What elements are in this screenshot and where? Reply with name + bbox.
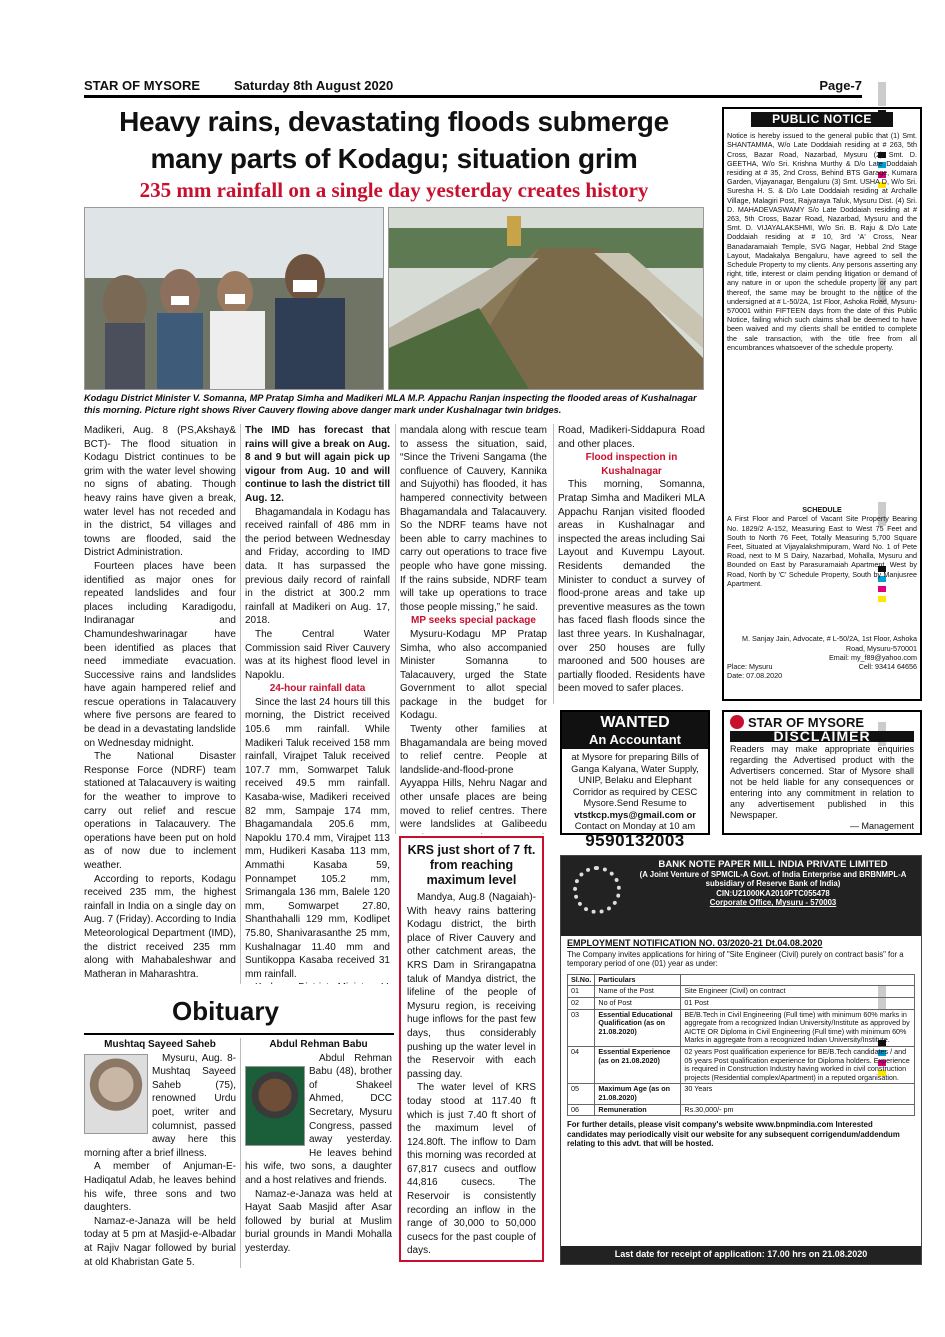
- table-row: [568, 997, 915, 1009]
- table-cell: Site Engineer (Civil) on contract: [681, 986, 915, 998]
- bank-notification: EMPLOYMENT NOTIFICATION NO. 03/2020-21 Dt.04.08.2020: [567, 938, 823, 948]
- public-notice-ad: [722, 107, 922, 701]
- table-cell: BE/B.Tech in Civil Engineering (Full time) with minimum 60% marks in aggregate from a recognized Indian University/Institute as approved by AICTE OR Diploma in Civil Engineering (Full time) with minimum 60% Marks in aggregate from a recognized Indian University/Institute.: [681, 1009, 915, 1046]
- lead-paragraph: The National Disaster Response Force (NDRF) team stationed at Talacauvery is waiting for the weather to improve to carry out relief and rescue operations in Talacauvery. The operations have been put on hold as of now due to inclement weather.: [84, 751, 236, 871]
- table-row: [568, 986, 915, 998]
- obituary-abdul-rehman: [240, 1038, 392, 1268]
- page-number: Page-7: [819, 78, 862, 93]
- table-cell: 04: [568, 1046, 595, 1083]
- subhead-special-package: MP seeks special package: [411, 615, 536, 627]
- obituary-rule: [84, 1033, 394, 1035]
- wanted-title: [562, 712, 708, 749]
- lead-column-4: [553, 424, 705, 704]
- headline-line-2: many parts of Kodagu; situation grim: [150, 143, 638, 174]
- bank-intro: The Company invites applications for hiring of "Site Engineer (Civil) purely on contract basis" for a temporary period of one (01) year as under:: [567, 949, 904, 969]
- table-row: [568, 974, 915, 986]
- table-cell: 30 Years: [681, 1084, 915, 1104]
- obituary-title: Obituary: [172, 996, 279, 1026]
- bank-note-employment-ad: [560, 855, 922, 1265]
- bank-ad-header: [561, 856, 921, 936]
- paper-name: STAR OF MYSORE: [84, 78, 201, 93]
- disclaimer-brand-name: STAR OF MYSORE: [748, 714, 865, 730]
- subhead-flood-inspection: Flood inspection in Kushalnagar: [585, 452, 678, 477]
- imd-forecast: The IMD has forecast that rains will give a break on Aug. 8 and 9 but will again pick up vigour from Aug. 10 and will continue to lash the district till Aug. 12.: [245, 425, 390, 504]
- lead-column-2: [240, 424, 390, 984]
- issue-date: Saturday 8th August 2020: [234, 78, 394, 93]
- wanted-accountant-ad: [560, 710, 710, 850]
- table-row: [568, 1084, 915, 1104]
- wanted-body: at Mysore for preparing Bills of Ganga Kalyana, Water Supply, UNIP, Belaku and Elephant Corridor as required by CESC Mysore.Send Resume to: [571, 751, 699, 808]
- disclaimer-sign: — Management: [849, 821, 914, 831]
- notice-date: Date: 07.08.2020: [727, 671, 783, 681]
- lead-paragraph: Since the last 24 hours till this morning, the District received 105.6 mm rainfall. While Madikeri Taluk received 158 mm rainfall, Virajpet Taluk received 107.7 mm, Somwarpet Taluk received 49.5 mm rainfall. Kasaba-wise, Madikeri received 82 mm, Sampaje 174 mm, Bhagamandala 205.6 mm, Napoklu 170.4 mm, Virajpet 113 mm, Hudikeri Kasaba 113 mm, Ammathi Kasaba 59, Ponnampet 105.2 mm, Srimangala 136 mm, Balele 120 mm, Somwarpet 27.80, Shanthahalli 129 mm, Kodlipet 75.80, Shanivarasanthe 25 mm, Kushalnagar 11.40 mm and Suntikoppa Kasaba received 31 mm rainfall.: [245, 696, 390, 980]
- lead-column-3: [395, 424, 547, 834]
- table-header: Particulars: [595, 974, 681, 986]
- bank-cin: CIN:U21000KA2010PTC055478: [716, 888, 830, 898]
- bank-jv: (A Joint Venture of SPMCIL-A Govt. of India Enterprise and BRBNMPL-A subsidiary of Reserve Bank of India): [639, 869, 907, 889]
- lead-subhead: 235 mm rainfall on a single day yesterday creates history: [139, 178, 649, 202]
- river-bridge-icon: [389, 208, 703, 389]
- obituary-name: Abdul Rehman Babu: [269, 1039, 368, 1050]
- public-notice-body: Notice is hereby issued to the general public that (1) Smt. SHANTAMMA, W/o Late Doddaiah residing at # 263, 5th Cross, Bazar Road, Nazarbad, Mysuru (2) Smt. D. GEETHA, W/o Sri. Krishna Murthy & D/o Late Doddaiah residing at # 35, 2nd Cross, Behind BTS Garage, Kumara Garden, Vijayanagar, Bengaluru (3) Smt. USHA D, W/o Sri. Suresha H. S. & D/o Late Doddaiah residing at Archalle Village, Malagiri Post, Rajyaraya Taluk, Mysuru Dist. (4) Sri. D. MAHADEVASWAMY S/o Late Doddaiah residing at # 263, 5th Cross, Bazar Road, Nazarbad, Mysuru and the Smt. D. VIJAYALAKSHMI, W/o Sri. B. Raju & D/o Late Doddaiah residing at # 10, 3rd 'A' Cross, Near Banadaramaiah Temple, SVG Nagar, Hebbal 2nd Stage Layout, Madakalya Bengaluru, have agreed to sell the Schedule Property to my clients. Any persons asserting any right, title, interest or claim pending litigation or demand of any nature in or upon the schedule property or any part thereof, the same may be brought to the notice of the undersigned at # L-50/2A, 1st Floor, Ashoka Road, Mysuru-570001 within FIFTEEN days from the date of this Public Notice, failing which such claims shall be deemed to have been waived and my clients shall be entitled to complete the sale transaction, with the title free from all encumbrances whatsoever of the schedule property.: [727, 131, 917, 352]
- obituary-name: Mushtaq Sayeed Saheb: [104, 1039, 216, 1050]
- public-notice-title: PUBLIC NOTICE: [751, 112, 893, 127]
- table-cell: 06: [568, 1104, 595, 1116]
- lead-paragraph: mandala along with rescue team to assess the situation, said, “Since the Triveni Sangama (the confluence of Cauvery, Kannika and Sujyothi) has flooded, it has hampered connectivity between Bhagamandala and Talacauvery. So the NDRF teams have not been able to carry machines to carry out operations to trace five people who have gone missing. If the rains subside, NDRF team will take up operations to trace those people missing,” he said.: [400, 425, 547, 613]
- headline-line-1: Heavy rains, devastating floods submerge: [119, 106, 669, 137]
- portrait-abdul-rehman: [245, 1066, 305, 1146]
- table-cell: 05: [568, 1084, 595, 1104]
- wanted-contact: Contact on Monday at 10 am: [574, 820, 696, 831]
- table-cell: 01 Post: [681, 997, 915, 1009]
- lead-paragraph: This morning, Somanna, Pratap Simha and Madikeri MLA Appachu Ranjan visited flooded areas in Kushalnagar and inspected the areas including Sai Layout and Kuvempu Layout. Residents demanded the Minister to conduct a survey of flood-prone areas and take up preventive measures as the town has faced flash floods since the last three years. In Kushalnagar, over 250 houses are fully marooned and 500 houses are partially flooded. Residents have been moved to safer places.: [558, 479, 705, 695]
- table-cell: 01: [568, 986, 595, 998]
- schedule-body: A First Floor and Parcel of Vacant Site Property Bearing No. 1829/2 A-152, Measuring East to West 75 Feet and South to North 76 Feet, Totally Measuring 5,700 Square Feet, Situated at Vijayalakshmipuram, Ward No. 1 of Pete Road, next to M S Dairy, Nazarbad, Mohalla, Mysuru and Bounded on East by Parasuramaiah Apartment, West by Road, North by 'C' Schedule Property, South by Manjusree Apartment.: [727, 514, 917, 588]
- krs-body: [407, 891, 536, 1258]
- table-cell: Essential Experience (as on 21.08.2020): [595, 1046, 681, 1083]
- obituary-paragraph: Namaz-e-Janaza was held at Hayat Saab Masjid after Asar followed by burial at Muslim burial grounds in Mandi Mohalla yesterday.: [245, 1188, 392, 1254]
- notice-place: Place: Mysuru: [727, 662, 773, 672]
- schedule-title: SCHEDULE: [802, 505, 842, 515]
- notice-cell: Cell: 93414 64656: [858, 662, 917, 672]
- table-cell: 02: [568, 997, 595, 1009]
- advocate-address: M. Sanjay Jain, Advocate, # L-50/2A, 1st Floor, Ashoka Road, Mysuru-570001: [742, 634, 917, 653]
- photo-leaders-inspecting: [84, 207, 384, 390]
- bank-vacancy-table: [567, 974, 915, 1116]
- disclaimer-brand: [730, 715, 914, 729]
- lead-paragraph: [245, 981, 390, 984]
- table-cell: 03: [568, 1009, 595, 1046]
- bank-name: BANK NOTE PAPER MILL INDIA PRIVATE LIMITED: [658, 859, 888, 870]
- obituary-lead: Abdul Rehman Babu (48), brother of Shakeel Ahmed, DCC Secretary, Mysuru Congress, passed away yesterday. He leaves behind his wife, two sons, a daughter and a host relatives and friends.: [245, 1052, 392, 1186]
- wanted-label: WANTED: [600, 714, 670, 731]
- wanted-phone: 9590132003: [585, 830, 685, 850]
- table-row: [568, 1046, 915, 1083]
- people-figure-icon: [85, 208, 383, 389]
- table-cell: No of Post: [595, 997, 681, 1009]
- lead-paragraph: Fourteen places have been identified as major ones for repeated landslides and four places including Karadigodu, Indiranagar and Chamundeshwarinagar have been identified as places that need immediate evacuation. Successive rains and landslides have again hampered relief and rescue operations in Talacauvery where five persons are feared to be dead in a devastating landslide on Wednesday midnight.: [84, 560, 236, 749]
- subhead-rainfall-data: 24-hour rainfall data: [269, 683, 366, 695]
- disclaimer-body: Readers may make appropriate enquiries regarding the Advertised product with the Advertisers concerned. Star of Mysore shall not be held liable for any consequences or entering into any commitment in relation to any advertisement published in this Newspaper.: [730, 744, 914, 820]
- lead-paragraph: The Central Water Commission said River Cauvery was at its highest flood level in Napoklu.: [245, 628, 390, 681]
- lead-column-1: [84, 424, 236, 984]
- lead-paragraph: Bhagamandala in Kodagu has received rainfall of 486 mm in the period between Wednesday and Friday, according to IMD data. It has surpassed the previous daily record of rainfall in the district at 300.2 mm rainfall at Madikeri on Aug. 17, 2018.: [245, 506, 390, 627]
- table-cell: 02 years Post qualification experience for BE/B.Tech candidates / and 05 years Post qualification experience for Diploma holders. Experience is required in Construction Industry having worked in civil construction projects (Residential complex/Apartment) in a reputed organisation.: [681, 1046, 915, 1083]
- advocate-email: Email: my_f89@yahoo.com: [829, 652, 917, 662]
- krs-headline: KRS just short of 7 ft. from reaching maximum level: [407, 843, 536, 887]
- table-cell: Essential Educational Qualification (as on 21.08.2020): [595, 1009, 681, 1046]
- krs-paragraph: The water level of KRS today stood at 117.40 ft which is just 7.40 ft short of the maximum level of 124.80ft. The inflow to Dam this morning was recorded at 67,817 cusecs and outflow 44,816 cusecs. The Reservoir is consistently recording an inflow in the range of 30,000 to 50,000 cusecs for the past couple of days.: [407, 1082, 536, 1257]
- obituary-lead: Mysuru, Aug. 8- Mushtaq Sayeed Saheb (75), renowned Urdu poet, writer and columnist, passed away here this morning after a brief illness.: [84, 1052, 236, 1159]
- bank-last-date: Last date for receipt of application: 17.00 hrs on 21.08.2020: [561, 1246, 921, 1264]
- portrait-mushtaq: [84, 1054, 148, 1134]
- table-cell: Remuneration: [595, 1104, 681, 1116]
- krs-article-box: [399, 836, 544, 1262]
- lead-paragraph: Road, Madikeri-Siddapura Road and other places.: [558, 425, 705, 450]
- table-header: Sl.No.: [568, 974, 595, 986]
- disclaimer-title: DISCLAIMER: [730, 731, 914, 742]
- lead-paragraph: According to reports, Kodagu received 235 mm, the highest rainfall in India on a single day on Aug. 7 (Friday). According to India Meteorological Department (IMD), the district received 235 mm along with Mahabaleshwar and Matheran in Maharashtra.: [84, 873, 236, 980]
- table-row: [568, 1009, 915, 1046]
- lead-headline: [84, 103, 704, 177]
- obituary-mushtaq: [84, 1038, 236, 1268]
- table-row: [568, 1104, 915, 1116]
- bank-office: Corporate Office, Mysuru - 570003: [709, 898, 837, 908]
- lead-photo-caption: Kodagu District Minister V. Somanna, MP Pratap Simha and Madikeri MLA M.P. Appachu Ranjan inspecting the flooded areas of Kushalnagar this morning. Picture right shows River Cauvery flowing above danger mark under Kushalnagar twin bridges.: [84, 393, 697, 415]
- lead-paragraph: Madikeri, Aug. 8 (PS,Akshay& BCT)- The flood situation in Kodagu District continues to be grim with the water level showing no signs of abating. Though heavy rains have given a break, water level has not receded and in the district, 54 villages and towns are flooded, said the District Administration.: [84, 425, 236, 559]
- wanted-email: vtstkcp.mys@gmail.com or: [574, 808, 696, 820]
- lead-paragraph: Twenty other families at Bhagamandala are being moved to relief centre. People at landslide-and-flood-prone Ayyappa Hills, Nehru Nagar and other unsafe places are being moved to relief centres. There were landslides at Galibeedu: [400, 724, 547, 831]
- disclaimer-box: [722, 710, 922, 835]
- lead-paragraph: Mysuru-Kodagu MP Pratap Simha, who also accompanied Minister Somanna to Talacauvery, urged the State Government to allot special package in the budget for Kodagu.: [400, 628, 547, 722]
- table-cell: Name of the Post: [595, 986, 681, 998]
- brand-logo-icon: [730, 715, 744, 729]
- masthead: [84, 78, 862, 98]
- table-cell: Rs.30,000/- pm: [681, 1104, 915, 1116]
- wanted-position: An Accountant: [589, 732, 681, 747]
- bank-footer-note: For further details, please visit company's website www.bnpmindia.com Interested candidates may periodically visit our website for any subsequent corrigendum/addendum relating to this advt. that will be hosted.: [567, 1120, 900, 1149]
- obituary-paragraph: A member of Anjuman-E-Hadiqatul Adab, he leaves behind his wife, three sons and two daughters.: [84, 1161, 236, 1214]
- table-header: [681, 974, 915, 986]
- obituary-paragraph: Namaz-e-Janaza will be held today at 5 pm at Masjid-e-Albadar at Rajiv Nagar followed by burial at old Khabristan Gate 5.: [84, 1215, 236, 1268]
- bank-logo-icon: [573, 866, 621, 914]
- krs-paragraph: Mandya, Aug.8 (Nagaiah)- With heavy rains battering Kodagu district, the birth place of River Cauvery and other catchment areas, the KRS Dam in Srirangapatna taluk of Mandya district, the lifeline of the people of Mysuru region, is receiving huge inflows for the past few days, thus considerably pushing up the water level in the Reservoir with each passing day.: [407, 892, 536, 1080]
- table-cell: Maximum Age (as on 21.08.2020): [595, 1084, 681, 1104]
- photo-river-cauvery-bridge: [388, 207, 704, 390]
